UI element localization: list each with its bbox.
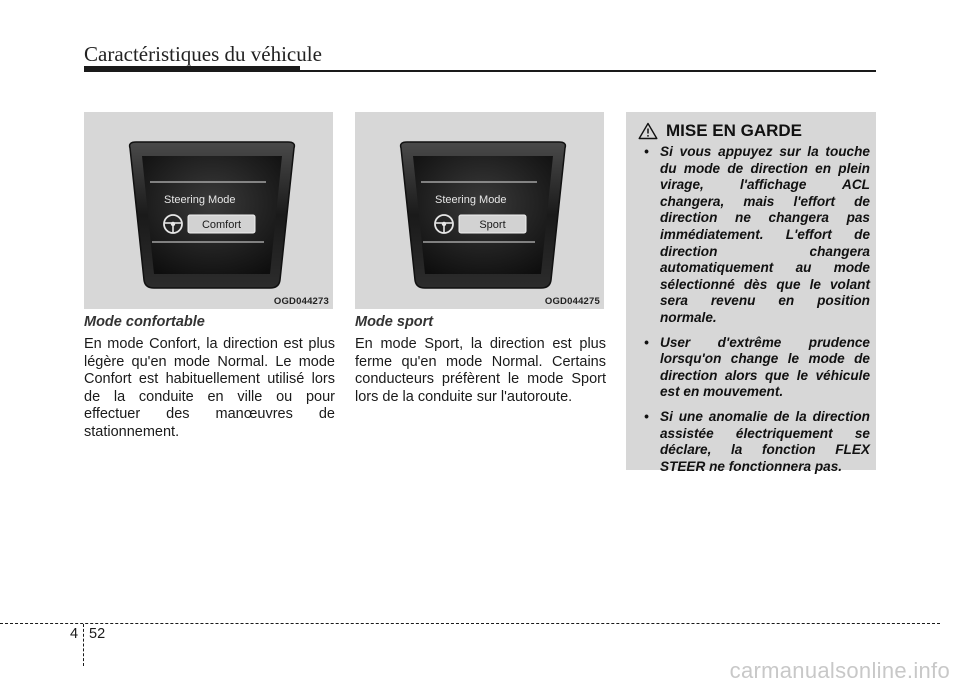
figure-code: OGD044275 <box>544 296 600 307</box>
footer-rule <box>0 623 940 624</box>
screen-title: Steering Mode <box>435 194 507 206</box>
watermark: carmanualsonline.info <box>729 658 950 683</box>
warning-item: • Si une anomalie de la direction assistée électriquement se déclare, la fonction FLEX STEER ne fonctionnera pas. <box>644 408 870 474</box>
section-comfort <box>84 314 335 441</box>
section-body: En mode Confort, la direction est plus légère qu'en mode Normal. Le mode Confort est habituellement utilisé lors de la conduite en ville ou pour effectuer des manœuvres de stationnement. <box>84 336 335 440</box>
warning-triangle-icon <box>638 122 658 140</box>
steering-display-illustration <box>355 112 604 309</box>
warning-header <box>638 121 802 141</box>
figure-code: OGD044273 <box>273 296 329 307</box>
warning-title: MISE EN GARDE <box>666 121 803 140</box>
footer-divider <box>83 624 84 666</box>
section-body: En mode Sport, la direction est plus ferme qu'en mode Normal. Certains conducteurs préfèrent le mode Sport lors de la conduite sur l'autoroute. <box>355 336 606 405</box>
header-rule-thick <box>84 66 300 72</box>
section-heading: Mode sport <box>355 314 434 330</box>
warning-list <box>636 144 870 483</box>
warning-box <box>626 112 876 474</box>
warning-item: • Si vous appuyez sur la touche du mode de direction en plein virage, l'affichage ACL changera, mais l'effort de direction ne changera pas immédiatement. L'effort de direction changera automatiquement au mode sélectionné dès que le volant sera revenu en position normale. <box>644 144 870 325</box>
section-sport <box>355 314 606 406</box>
steering-display-illustration <box>84 112 333 309</box>
section-heading: Mode confortable <box>84 314 205 330</box>
mode-label: Comfort <box>201 219 242 231</box>
page-header-title: Caractéristiques du véhicule <box>84 42 322 66</box>
figure-comfort <box>84 112 333 309</box>
header-rule-thin <box>300 70 876 72</box>
screen-title: Steering Mode <box>164 194 236 206</box>
figure-sport <box>355 112 604 309</box>
warning-item: • User d'extrême prudence lorsqu'on change le mode de direction alors que le véhicule est en mouvement. <box>644 334 870 400</box>
mode-label: Sport <box>479 219 506 231</box>
chapter-number: 4 <box>70 626 79 642</box>
page-number: 52 <box>89 626 106 642</box>
